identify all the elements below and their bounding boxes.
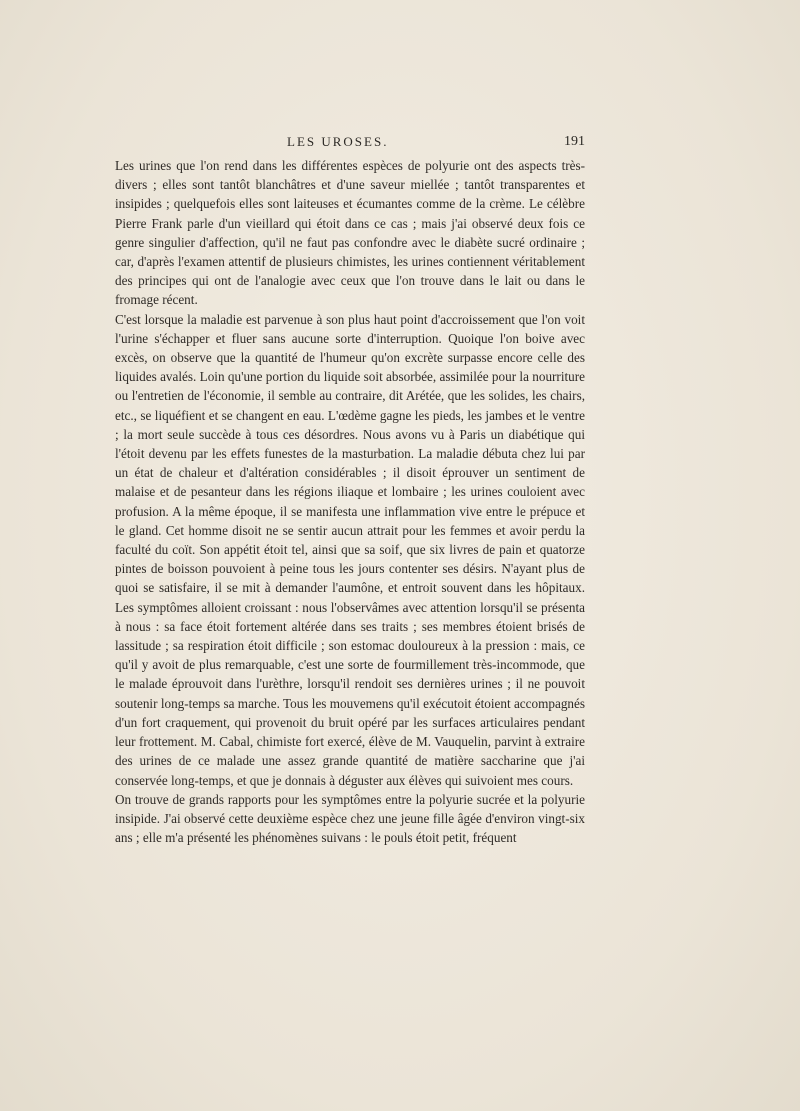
paragraph-3: On trouve de grands rapports pour les symptômes entre la polyurie sucrée et la polyurie insipide. J'ai observé cette deuxième espèce chez une jeune fille âgée d'environ vingt-six ans ; elle m'a présenté les phénomènes suivans : le pouls étoit petit, fréquent [115,791,585,846]
page-number: 191 [564,134,585,149]
running-title: LES UROSES. [287,134,389,149]
paragraph-1: Les urines que l'on rend dans les différentes espèces de polyurie ont des aspects très-divers ; elles sont tantôt blanchâtres et d'une saveur miellée ; tantôt transparentes et insipides ; quelquefois elles sont laiteuses et écumantes comme de la crème. Le célèbre Pierre Frank parle d'un vieillard qui étoit dans ce cas ; mais j'ai observé deux fois ce genre singulier d'affection, qu'il ne faut pas confondre avec le diabète sucré ordinaire ; car, d'après l'examen attentif de plusieurs chimistes, les urines contiennent véritablement des principes qui ont de l'analogie avec ceux que l'on trouve dans le lait ou dans le fromage récent. [115,158,585,308]
page-header [115,134,585,154]
paragraph-2: C'est lorsque la maladie est parvenue à son plus haut point d'accroissement que l'on voit l'urine s'échapper et fluer sans aucune sorte d'interruption. Quoique l'on boive avec excès, on observe que la quantité de l'humeur qu'on excrète surpasse encore celle des liquides avalés. Loin qu'une portion du liquide soit absorbée, assimilée pour la nourriture ou l'entretien de l'économie, il semble au contraire, dit Arétée, que les solides, les chairs, etc., se liquéfient et se changent en eau. L'œdème gagne les pieds, les jambes et le ventre ; la mort seule succède à tous ces désordres. Nous avons vu à Paris un diabétique qui l'étoit devenu par les effets funestes de la masturbation. La maladie débuta chez lui par un état de chaleur et d'altération considérables ; il disoit éprouver un sentiment de malaise et de pesanteur dans les régions iliaque et lombaire ; les urines couloient avec profusion. A la même époque, il se manifesta une inflammation vive entre le prépuce et le gland. Cet homme disoit ne se sentir aucun attrait pour les femmes et avoir perdu la faculté du coït. Son appétit étoit tel, ainsi que sa soif, que six livres de pain et quatorze pintes de boisson pouvoient à peine tous les jours contenter ses désirs. N'ayant plus de quoi se satisfaire, il se mit à demander l'aumône, et entroit souvent dans les hôpitaux. Les symptômes alloient croissant : nous l'observâmes avec attention lorsqu'il se présenta à nous : sa face étoit fortement altérée dans ses traits ; ses membres étoient brisés de lassitude ; sa respiration étoit difficile ; son estomac douloureux à la pression : mais, ce qu'il y avoit de plus remarquable, c'est une sorte de fourmillement très-incommode, que le malade éprouvoit dans l'urèthre, lorsqu'il rendoit ses dernières urines ; il ne pouvoit soutenir long-temps sa marche. Tous les mouvemens qu'il exécutoit étoient accompagnés d'un fort craquement, qui provenoit du bruit opéré par les surfaces articulaires pendant leur frottement. M. Cabal, chimiste fort exercé, élève de M. Vauquelin, parvint à extraire des urines de ce malade une assez grande quantité de matière saccharine que j'ai conservée long-temps, et que je donnais à déguster aux élèves qui suivoient mes cours. [115,311,585,788]
main-text [115,156,585,847]
